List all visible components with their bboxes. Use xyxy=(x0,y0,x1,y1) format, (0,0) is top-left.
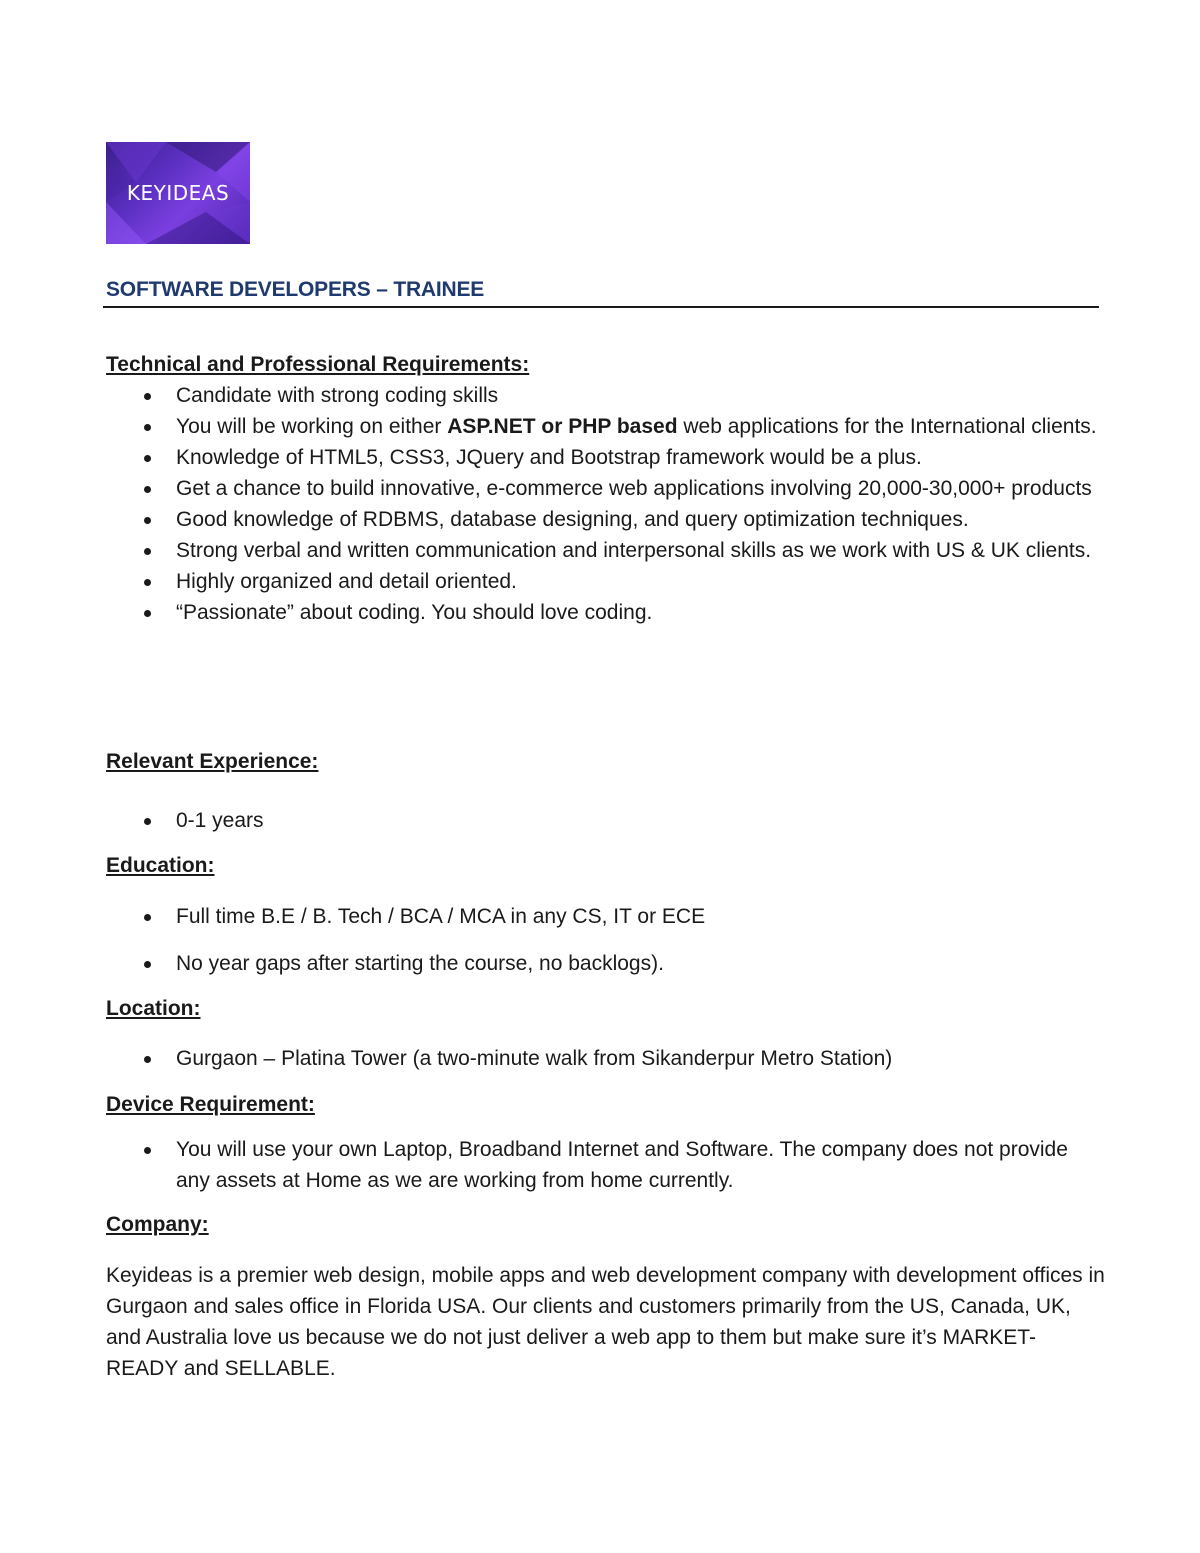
list-item xyxy=(106,1043,1106,1074)
list-item-text: Strong verbal and written communication and interpersonal skills as we work with US & UK clients. xyxy=(176,539,1092,562)
education-item-2-wrap xyxy=(106,948,1106,979)
bullet-icon xyxy=(144,961,151,968)
list-item xyxy=(106,535,1106,566)
bullet-icon xyxy=(144,579,151,586)
list-item-text: Good knowledge of RDBMS, database designing, and query optimization techniques. xyxy=(176,508,969,531)
bullet-icon xyxy=(144,517,151,524)
location-list xyxy=(106,1043,1106,1074)
experience-list xyxy=(106,805,1106,836)
bullet-icon xyxy=(144,455,151,462)
list-item xyxy=(106,1134,1106,1196)
company-logo xyxy=(106,142,250,244)
list-item-text: web applications for the International clients. xyxy=(677,415,1097,438)
list-item-text: Gurgaon – Platina Tower (a two-minute walk from Sikanderpur Metro Station) xyxy=(176,1047,893,1070)
experience-list-wrap xyxy=(106,805,1106,836)
experience-section xyxy=(106,746,1106,777)
education-heading: Education: xyxy=(106,854,215,877)
logo-wordmark: KEYIDEAS xyxy=(126,181,230,205)
list-item-text: Full time B.E / B. Tech / BCA / MCA in any CS, IT or ECE xyxy=(176,905,706,928)
company-body-wrap xyxy=(106,1260,1106,1384)
bullet-icon xyxy=(144,393,151,400)
list-item-bold-text: ASP.NET or PHP based xyxy=(447,415,678,438)
list-item xyxy=(106,901,1106,932)
bullet-icon xyxy=(144,486,151,493)
requirements-list xyxy=(106,380,1106,628)
experience-heading: Relevant Experience: xyxy=(106,750,319,773)
list-item xyxy=(106,380,1106,411)
device-heading: Device Requirement: xyxy=(106,1093,315,1116)
company-section xyxy=(106,1209,1106,1240)
list-item-text: Highly organized and detail oriented. xyxy=(176,570,517,593)
title-divider xyxy=(103,306,1099,308)
list-item-text: No year gaps after starting the course, no backlogs). xyxy=(176,952,664,975)
list-item-text: Knowledge of HTML5, CSS3, JQuery and Bootstrap framework would be a plus. xyxy=(176,446,922,469)
job-title: SOFTWARE DEVELOPERS – TRAINEE xyxy=(106,278,485,301)
bullet-icon xyxy=(144,1056,151,1063)
location-list-wrap xyxy=(106,1043,1106,1074)
list-item-text: 0-1 years xyxy=(176,809,264,832)
list-item-text: Get a chance to build innovative, e-commerce web applications involving 20,000-30,000+ products xyxy=(176,477,1092,500)
education-item-1-wrap xyxy=(106,901,1106,932)
company-heading: Company: xyxy=(106,1213,209,1236)
list-item xyxy=(106,948,1106,979)
device-list-wrap xyxy=(106,1134,1106,1196)
list-item xyxy=(106,411,1106,442)
bullet-icon xyxy=(144,914,151,921)
location-heading: Location: xyxy=(106,997,201,1020)
company-description: Keyideas is a premier web design, mobile apps and web development company with development offices in Gurgaon and sales office in Florida USA. Our clients and customers primarily from the US, Canada, UK, and Australia love us because we do not just deliver a web app to them but make sure it’s MARKET-READY and SELLABLE. xyxy=(106,1264,1105,1380)
list-item xyxy=(106,504,1106,535)
requirements-heading: Technical and Professional Requirements: xyxy=(106,353,530,376)
device-list xyxy=(106,1134,1106,1196)
education-list xyxy=(106,948,1106,979)
list-item xyxy=(106,442,1106,473)
education-section xyxy=(106,850,1106,881)
bullet-icon xyxy=(144,818,151,825)
bullet-icon xyxy=(144,424,151,431)
list-item-text: Candidate with strong coding skills xyxy=(176,384,499,407)
location-section xyxy=(106,993,1106,1024)
list-item-text: You will use your own Laptop, Broadband Internet and Software. The company does not provide any assets at Home as we are working from home currently. xyxy=(176,1138,1068,1192)
list-item-text: You will be working on either xyxy=(176,415,448,438)
list-item xyxy=(106,473,1106,504)
list-item-text: “Passionate” about coding. You should love coding. xyxy=(176,601,653,624)
education-list xyxy=(106,901,1106,932)
bullet-icon xyxy=(144,1147,151,1154)
device-section xyxy=(106,1089,1106,1120)
bullet-icon xyxy=(144,548,151,555)
requirements-section xyxy=(106,349,1106,628)
list-item xyxy=(106,805,1106,836)
list-item xyxy=(106,566,1106,597)
bullet-icon xyxy=(144,610,151,617)
list-item xyxy=(106,597,1106,628)
